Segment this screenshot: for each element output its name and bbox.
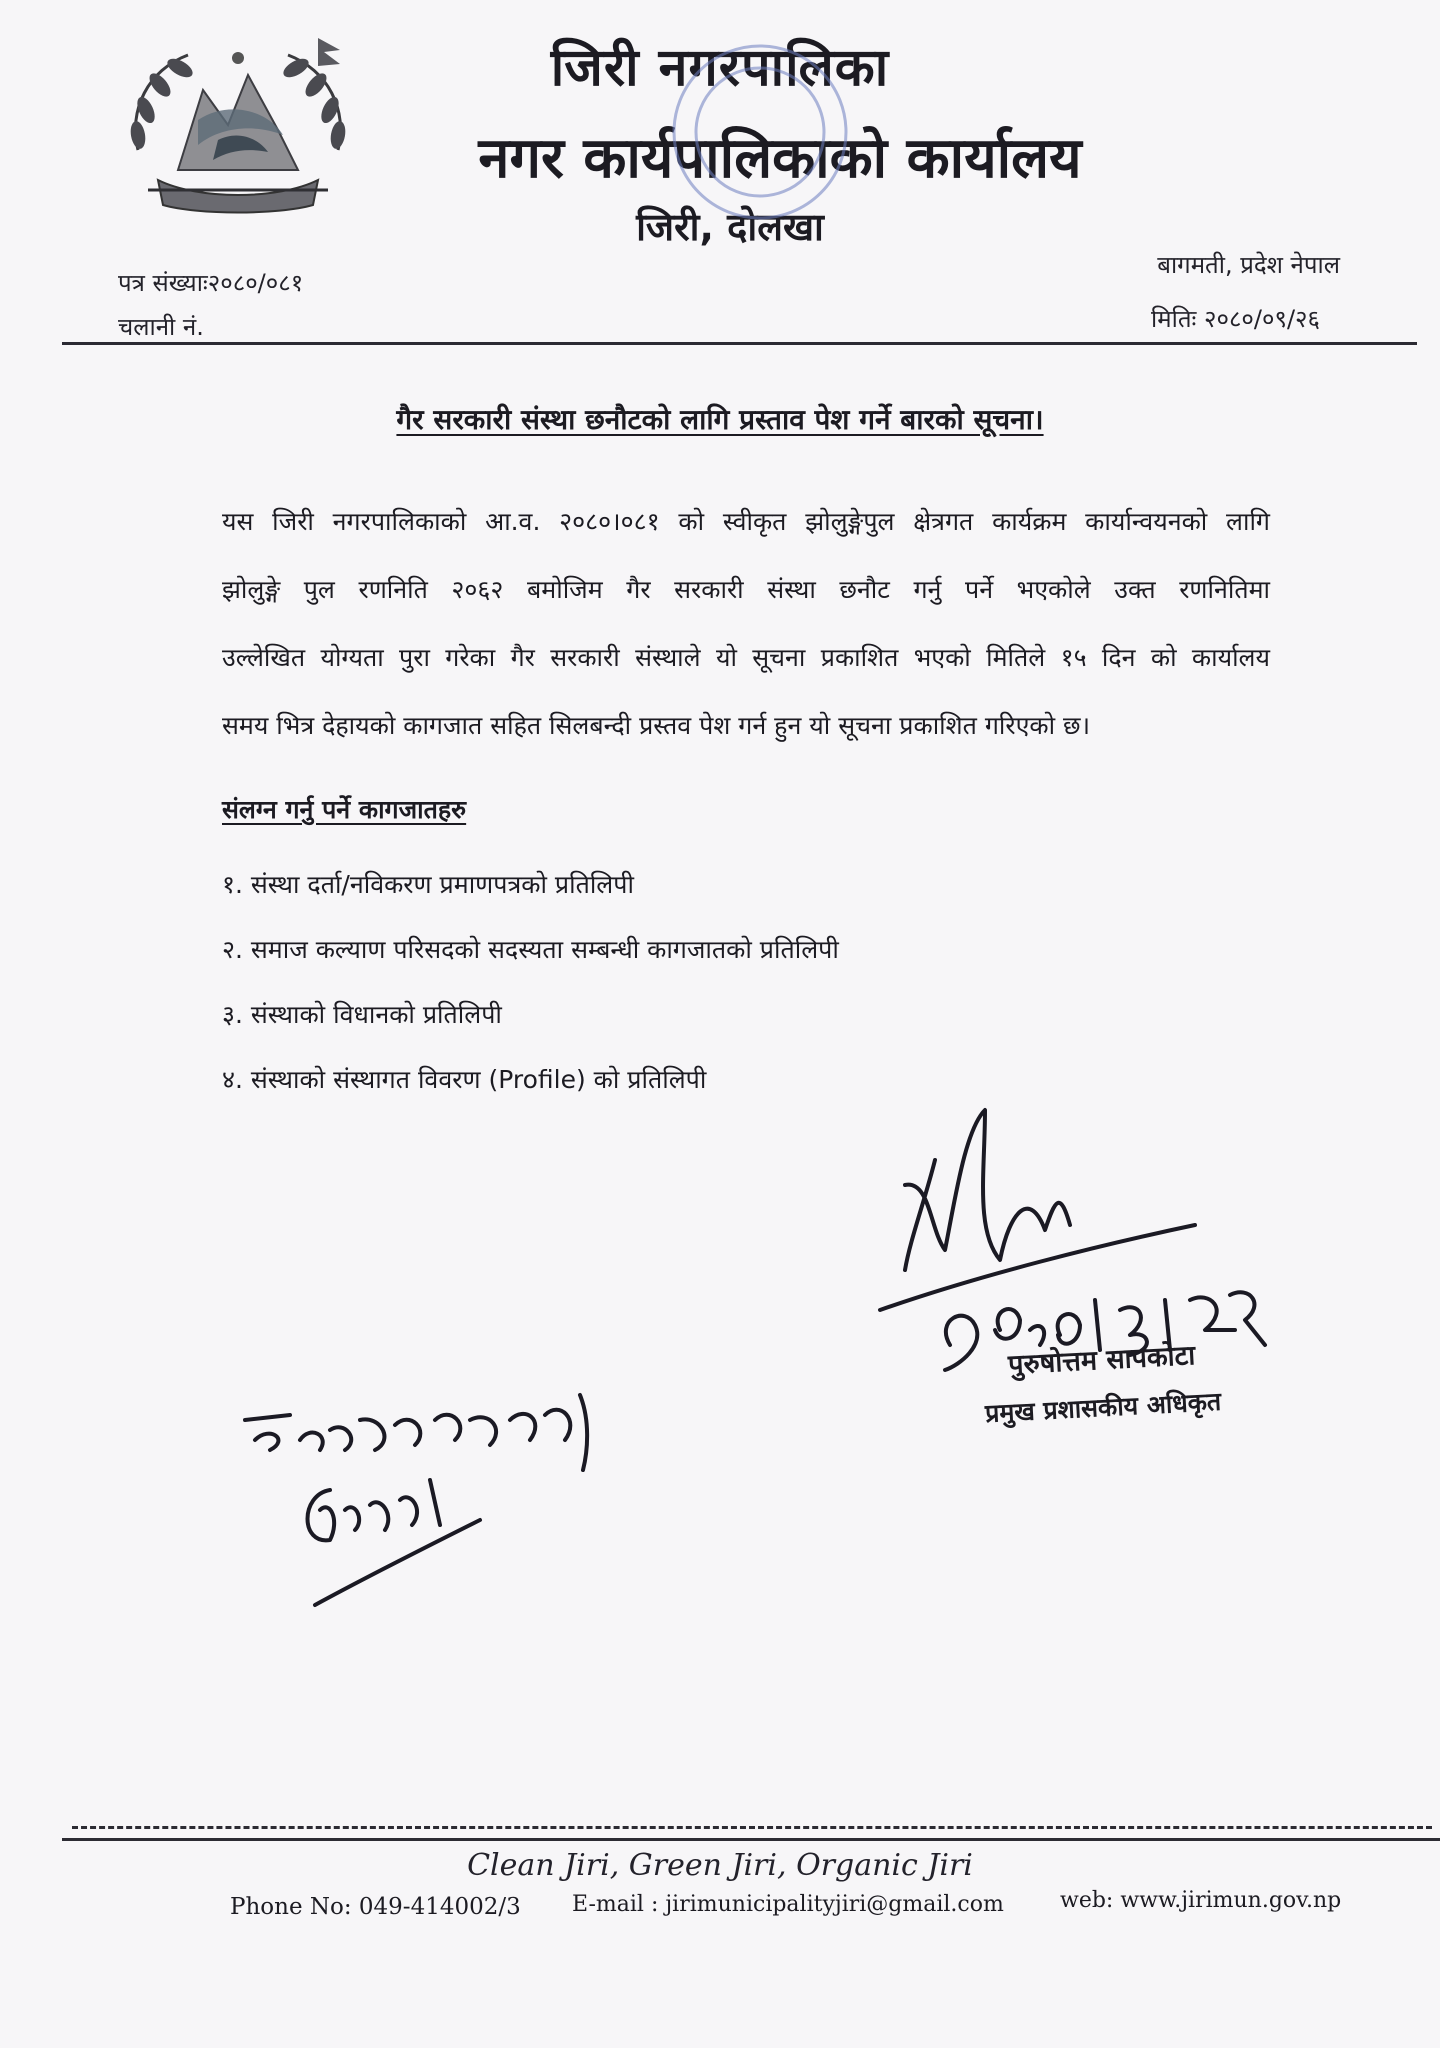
body-line: उल्लेखित योग्यता पुरा गरेका गैर सरकारी संस्थाले यो सूचना प्रकाशित भएको मितिले १५ दिन को कार्यालय <box>222 643 1270 672</box>
office-name: नगर कार्यपालिकाको कार्यालय <box>478 126 1082 191</box>
attachments-heading: संलग्न गर्नु पर्ने कागजातहरु <box>222 795 467 824</box>
footer-divider <box>62 1838 1440 1841</box>
attachments-list <box>222 860 839 1120</box>
footer-divider-dashed <box>72 1826 1432 1829</box>
officer-signature <box>905 1110 1070 1270</box>
footer-phone: Phone No: 049-414002/3 <box>230 1894 521 1920</box>
list-item: १. संस्था दर्ता/नविकरण प्रमाणपत्रको प्रतिलिपी <box>222 870 634 899</box>
body-line: समय भित्र देहायको कागजात सहित सिलबन्दी प्रस्तव पेश गर्न हुन यो सूचना प्रकाशित गरिएको छ। <box>222 711 1091 740</box>
officer-signature-line <box>880 1225 1195 1310</box>
dispatch-number: चलानी नं. <box>118 313 204 341</box>
list-item: ३. संस्थाको विधानको प्रतिलिपी <box>222 1000 502 1029</box>
reference-number: पत्र संख्याः२०८०/०८१ <box>118 269 304 297</box>
signatory-name: पुरुषोत्तम सापकोटा <box>1007 1340 1196 1381</box>
notice-body <box>222 496 1270 768</box>
body-line: यस जिरी नगरपालिकाको आ.व. २०८०।०८१ को स्वीकृत झोलुङ्गेपुल क्षेत्रगत कार्यक्रम कार्यान्वयनको लागि <box>222 507 1270 536</box>
notice-subject: गैर सरकारी संस्था छनौटको लागि प्रस्ताव पेश गर्ने बारको सूचना। <box>396 403 1044 436</box>
body-line: झोलुङ्गे पुल रणनिति २०६२ बमोजिम गैर सरकारी संस्था छनौट गर्नु पर्ने भएकोले उक्त रणनितिमा <box>222 575 1270 604</box>
list-item: २. समाज कल्याण परिसदको सदस्यता सम्बन्धी कागजातको प्रतिलिपी <box>222 935 839 964</box>
signatory-title: प्रमुख प्रशासकीय अधिकृत <box>984 1386 1222 1429</box>
province-label: बागमती, प्रदेश नेपाल <box>1157 251 1340 279</box>
office-location: जिरी, दोलखा <box>636 205 824 249</box>
letter-date: मितिः २०८०/०९/२६ <box>1151 305 1320 333</box>
left-signature <box>245 1395 587 1470</box>
left-signature-line <box>315 1520 480 1605</box>
header-divider <box>62 342 1417 345</box>
footer-web: web: www.jirimun.gov.np <box>1060 1888 1342 1913</box>
list-item: ४. संस्थाको संस्थागत विवरण (Profile) को प्रतिलिपी <box>222 1065 707 1094</box>
municipality-name: जिरी नगरपालिका <box>550 38 890 98</box>
left-signature-2 <box>308 1480 441 1540</box>
footer-email: E-mail : jirimunicipalityjiri@gmail.com <box>572 1892 1004 1917</box>
footer-slogan: Clean Jiri, Green Jiri, Organic Jiri <box>467 1848 973 1883</box>
